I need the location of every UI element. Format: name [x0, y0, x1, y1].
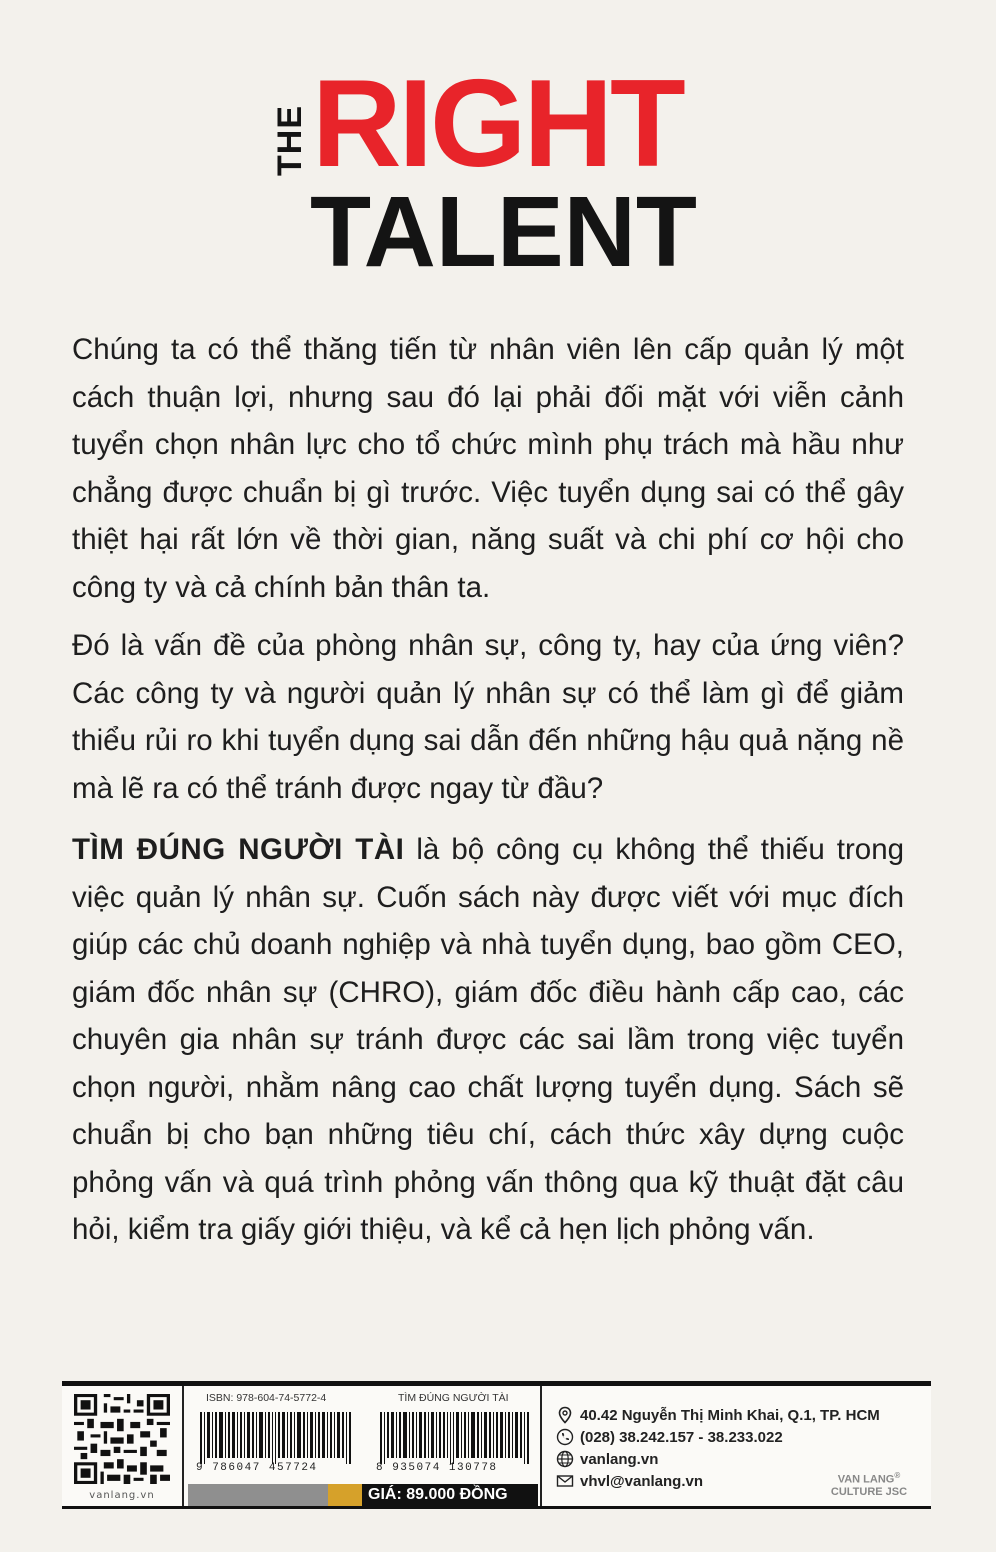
blurb-paragraph-3-text: là bộ công cụ không thể thiếu trong việc quản lý nhân sự. Cuốn sách này được viết với mục đích giúp các chủ doanh nghiệp và nhà tuyển dụng, bao gồm CEO, giám đốc nhân sự (CHRO), giám đốc điều hành cấp cao, các chuyên gia nhân sự tránh được các sai lầm trong việc tuyển chọn người, nhằm nâng cao chất lượng tuyển dụng. Sách sẽ chuẩn bị cho bạn những tiêu chí, cách thức xây dựng cuộc phỏng vấn và quá trình phỏng vấn thông qua kỹ thuật đặt câu hỏi, kiểm tra giấy giới thiệu, và kể cả hẹn lịch phỏng vấn. [72, 833, 905, 1246]
grey-strip [188, 1484, 328, 1506]
barcode-zone [184, 1386, 540, 1506]
isbn-label: ISBN: 978-604-74-5772-4 [206, 1392, 327, 1404]
registered-mark: ® [894, 1471, 901, 1480]
phone-row [556, 1426, 926, 1448]
blurb-paragraph-3 [72, 826, 904, 1254]
title-talent: TALENT [310, 176, 697, 288]
isbn-barcode-icon [200, 1412, 360, 1464]
globe-icon [556, 1450, 574, 1468]
book-vn-title: TÌM ĐÚNG NGƯỜI TÀI [72, 833, 405, 866]
price-box [328, 1484, 538, 1506]
blurb-paragraph-1: Chúng ta có thể thăng tiến từ nhân viên lên cấp quản lý một cách thuận lợi, nhưng sau đó lại phải đối mặt với viễn cảnh tuyển chọn nhân lực cho tổ chức mình phụ trách mà hầu như chẳng được chuẩn bị gì trước. Việc tuyển dụng sai có thể gây thiệt hại rất lớn về thời gian, năng suất và chi phí cơ hội cho công ty và cả chính bản thân ta. [72, 333, 904, 604]
qr-caption: vanlang.vn [89, 1490, 155, 1501]
info-divider [540, 1386, 542, 1506]
price-tag-swatch [328, 1484, 362, 1506]
publisher-line-2: CULTURE JSC [830, 1485, 908, 1498]
info-bar [62, 1381, 931, 1509]
publisher-line-1: VAN LANG [837, 1473, 895, 1486]
phone-text: (028) 38.242.157 - 38.233.022 [580, 1428, 783, 1446]
website-row [556, 1448, 926, 1470]
phone-icon [556, 1428, 574, 1446]
title-the: THE [271, 105, 309, 176]
blurb-paragraph-2: Đó là vấn đề của phòng nhân sự, công ty, hay của ứng viên? Các công ty và người quản lý nhân sự có thể làm gì để giảm thiểu rủi ro khi tuyển dụng sai dẫn đến những hậu quả nặng nề mà lẽ ra có thể tránh được ngay từ đầu? [72, 629, 904, 805]
location-pin-icon [556, 1406, 574, 1424]
isbn-digits: 9 786047 457724 [196, 1462, 318, 1474]
product-barcode-icon [380, 1412, 536, 1464]
publisher-logo [814, 1470, 924, 1498]
title-right: RIGHT [312, 55, 683, 193]
blurb [72, 326, 904, 1265]
price-text: GIÁ: 89.000 ĐỒNG [368, 1486, 508, 1503]
address-row [556, 1404, 926, 1426]
product-label: TÌM ĐÚNG NGƯỜI TÀI [398, 1392, 509, 1404]
qr-code-icon [74, 1394, 170, 1484]
product-digits: 8 935074 130778 [376, 1462, 498, 1474]
email-text: vhvl@vanlang.vn [580, 1472, 703, 1490]
website-text: vanlang.vn [580, 1450, 659, 1468]
qr-panel [62, 1386, 184, 1506]
address-text: 40.42 Nguyễn Thị Minh Khai, Q.1, TP. HCM [580, 1406, 880, 1424]
envelope-icon [556, 1472, 574, 1490]
